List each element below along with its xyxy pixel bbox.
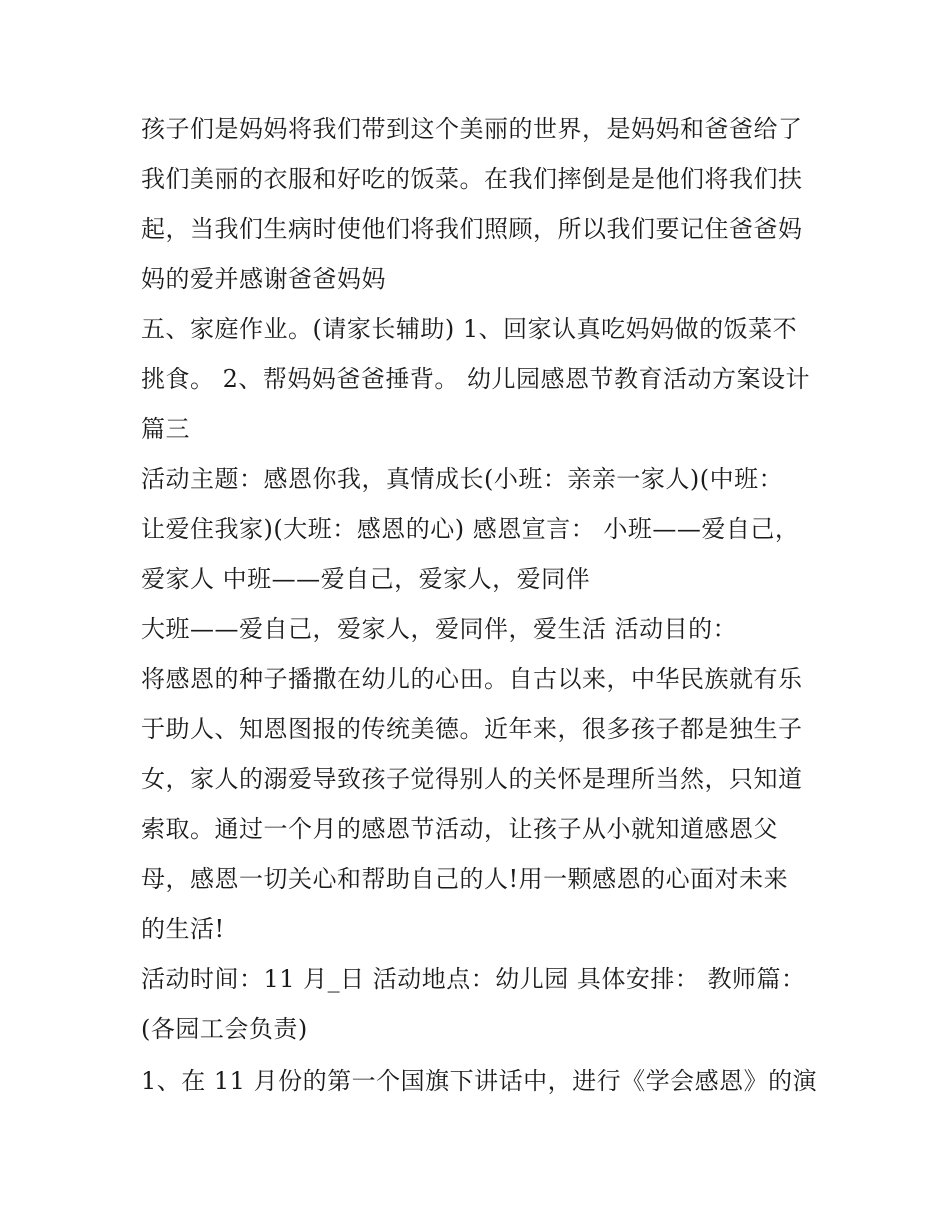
text-line: 女，家人的溺爱导致孩子觉得别人的关怀是理所当然，只知道: [141, 765, 803, 793]
text-line: 爱家人 中班——爱自己，爱家人，爱同伴: [141, 565, 591, 593]
text-line: 我们美丽的衣服和好吃的饭菜。在我们摔倒是是他们将我们扶: [141, 165, 803, 193]
text-line: 挑食。 2、帮妈妈爸爸捶背。 幼儿园感恩节教育活动方案设计: [141, 365, 811, 393]
text-line: 妈的爱并感谢爸爸妈妈: [141, 265, 386, 293]
text-line: 篇三: [141, 415, 190, 443]
text-line: 索取。通过一个月的感恩节活动，让孩子从小就知道感恩父: [141, 815, 778, 843]
text-line: 1、在 11 月份的第一个国旗下讲话中，进行《学会感恩》的演: [141, 1067, 818, 1095]
text-line: 五、家庭作业。(请家长辅助) 1、回家认真吃妈妈做的饭菜不: [141, 315, 798, 343]
text-line: 将感恩的种子播撒在幼儿的心田。自古以来，中华民族就有乐: [141, 665, 803, 693]
text-line: 活动主题：感恩你我，真情成长(小班：亲亲一家人)(中班：: [141, 465, 784, 493]
text-line: 于助人、知恩图报的传统美德。近年来，很多孩子都是独生子: [141, 715, 803, 743]
text-line: 的生活!: [141, 915, 225, 943]
text-line: 让爱住我家)(大班：感恩的心) 感恩宣言： 小班——爱自己，: [141, 515, 800, 543]
text-line: 大班——爱自己，爱家人，爱同伴，爱生活 活动目的：: [141, 615, 738, 643]
text-line: 母，感恩一切关心和帮助自己的人!用一颗感恩的心面对未来: [141, 865, 789, 893]
text-line: 起，当我们生病时使他们将我们照顾，所以我们要记住爸爸妈: [141, 215, 803, 243]
text-line: 孩子们是妈妈将我们带到这个美丽的世界，是妈妈和爸爸给了: [141, 115, 803, 143]
text-line: 活动时间：11 月_日 活动地点：幼儿园 具体安排： 教师篇：: [141, 965, 806, 993]
text-line: (各园工会负责): [141, 1015, 308, 1043]
